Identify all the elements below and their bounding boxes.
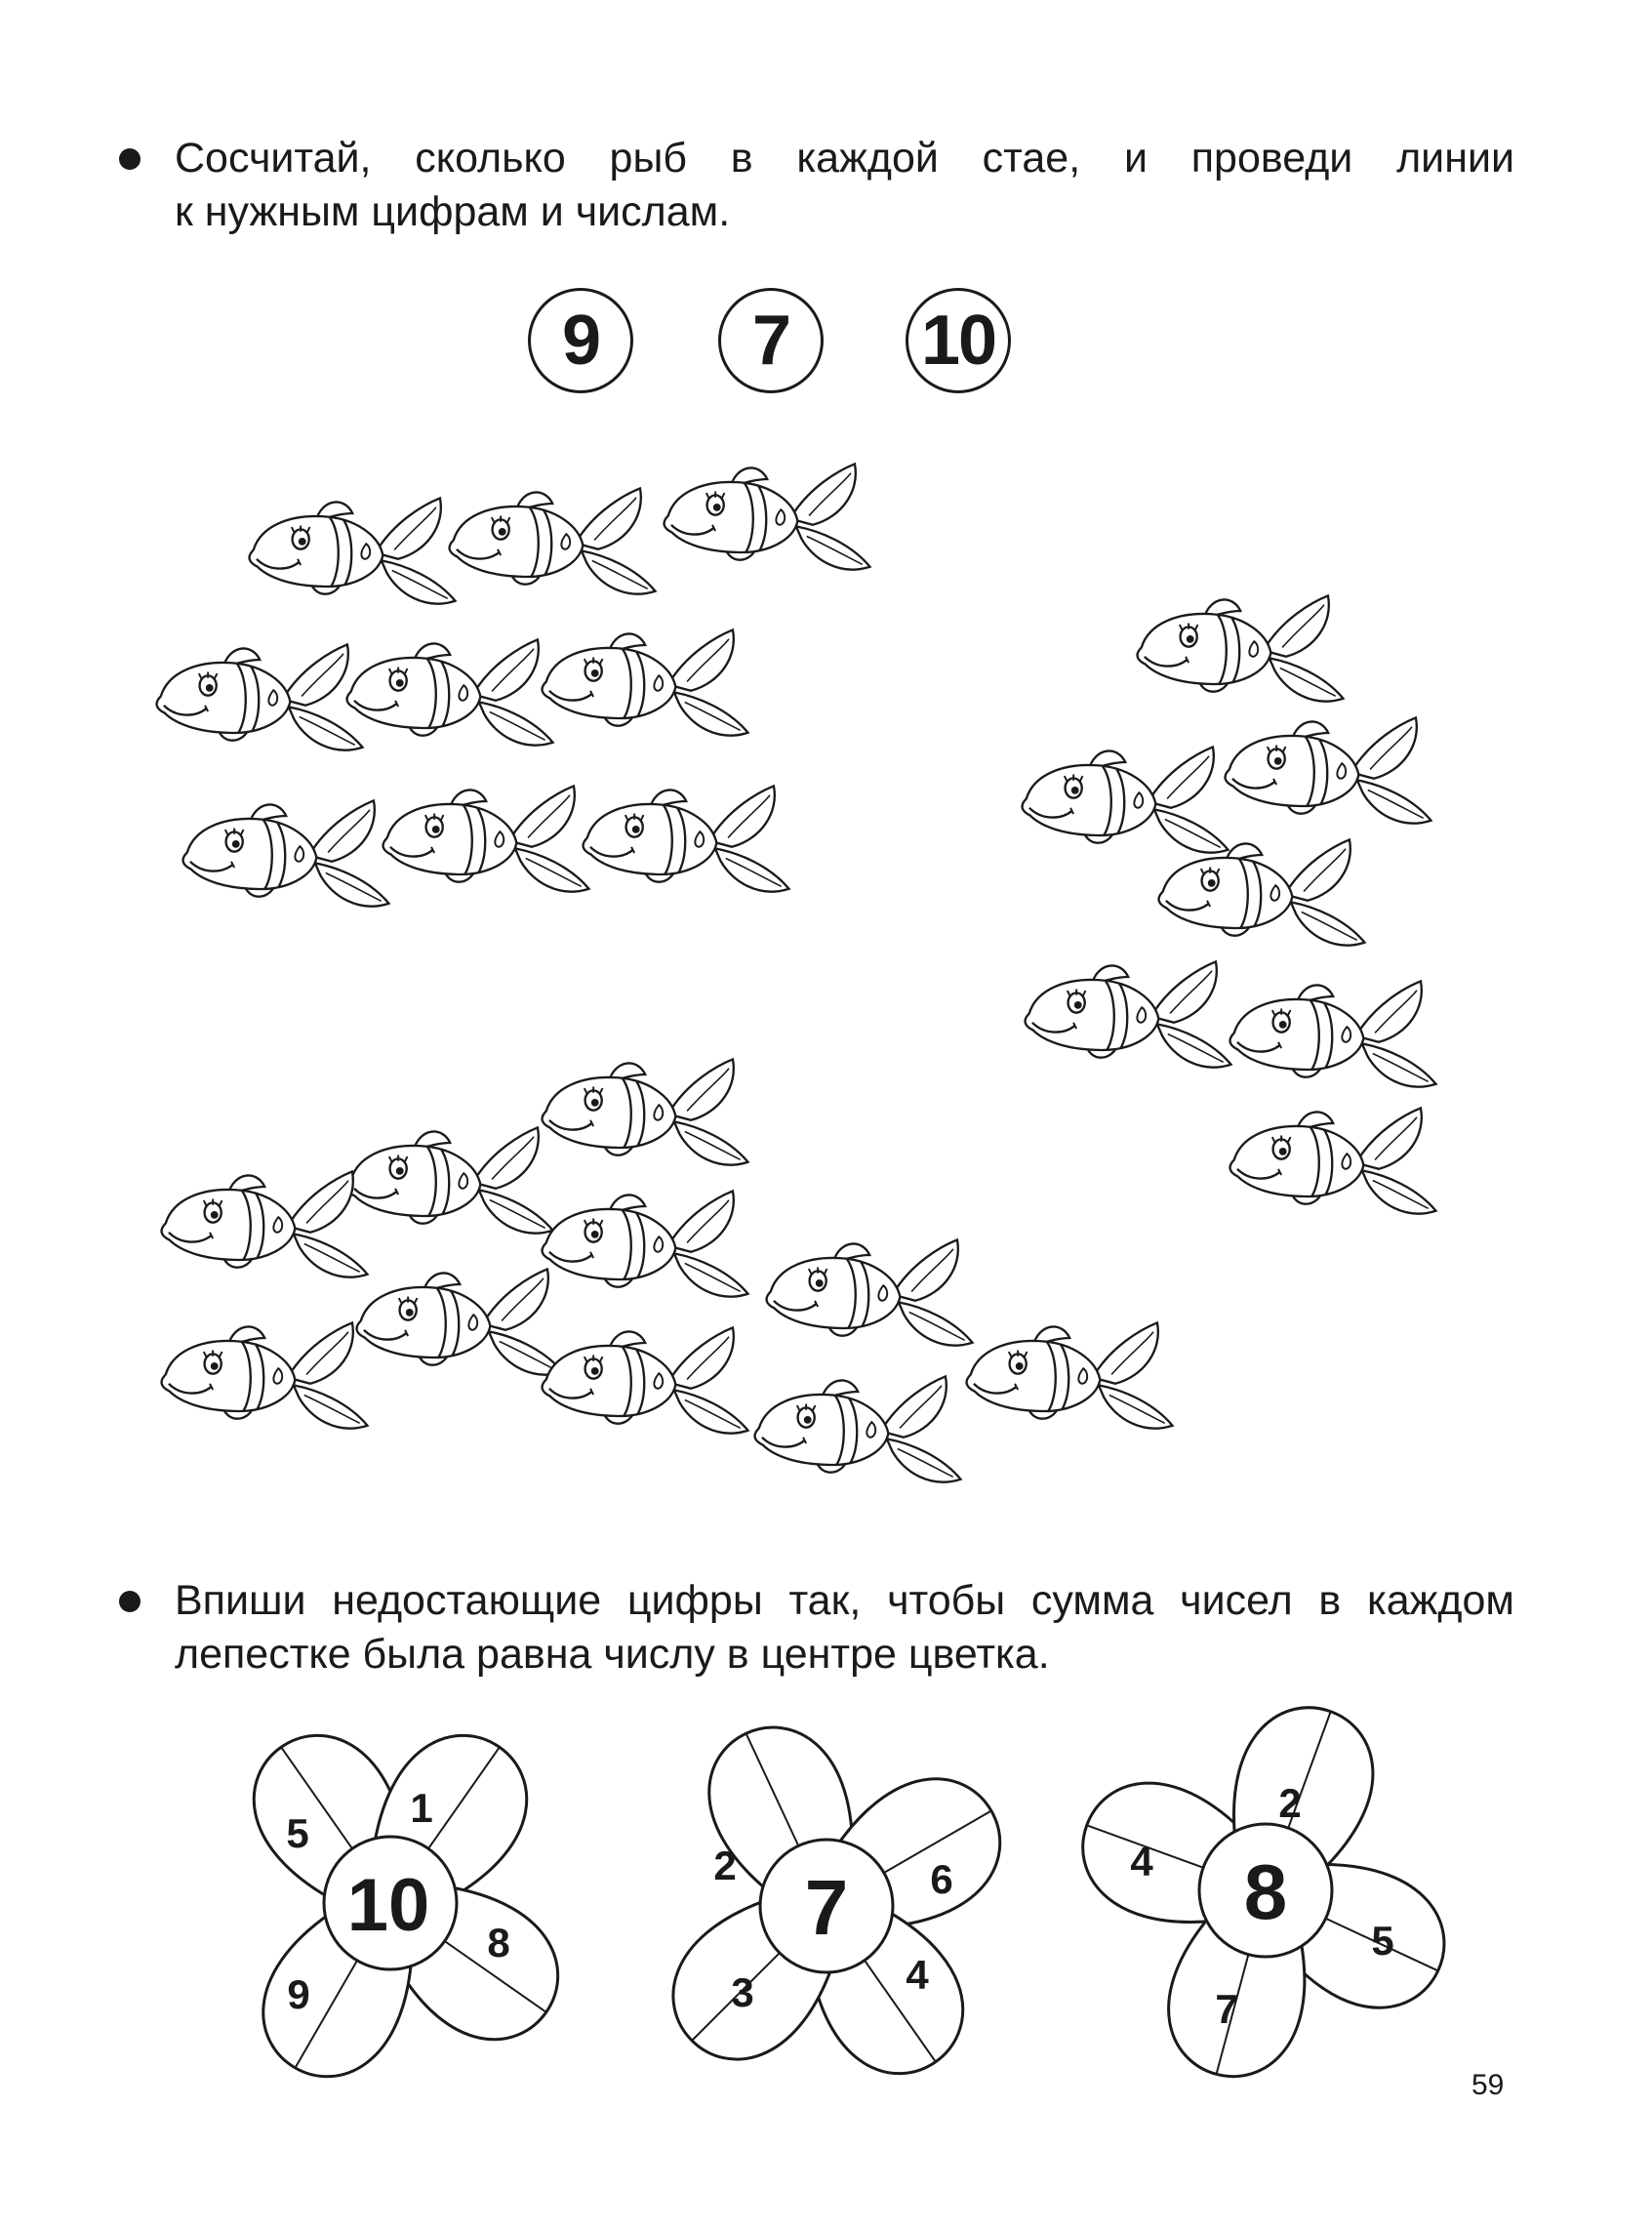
fish <box>1026 961 1231 1067</box>
fish <box>162 1171 368 1277</box>
fish <box>183 800 389 906</box>
fish <box>162 1322 368 1428</box>
fish <box>450 488 656 593</box>
flower-center-number: 7 <box>804 1864 849 1951</box>
fish <box>347 639 553 745</box>
fish <box>250 498 456 603</box>
fish <box>543 1327 748 1433</box>
petal-number: 8 <box>487 1920 510 1966</box>
fish <box>755 1376 961 1481</box>
fish-school-top-left <box>157 464 870 906</box>
fish <box>967 1322 1173 1428</box>
fish <box>767 1239 973 1345</box>
task-2-line-2: лепестке была равна числу в центре цветка. <box>175 1631 1050 1678</box>
fish <box>665 464 870 569</box>
petal-number: 9 <box>287 1971 310 2017</box>
fish <box>347 1127 553 1233</box>
petal-number: 5 <box>1371 1918 1394 1964</box>
petal-number: 5 <box>286 1810 309 1856</box>
flower <box>645 1706 1025 2100</box>
flower-center-number: 10 <box>346 1864 430 1947</box>
fish <box>357 1269 563 1374</box>
petal-number: 1 <box>410 1785 433 1831</box>
task-2-line-1: Впиши недостающие цифры так, чтобы сумма чисел в каждом <box>175 1577 1514 1624</box>
petal-number: 7 <box>1215 1986 1238 2032</box>
bullet-icon <box>119 1591 141 1612</box>
fish <box>1226 717 1431 823</box>
page-number: 59 <box>1471 2069 1505 2101</box>
fish <box>1138 595 1344 701</box>
answer-number-circle[interactable]: 9 <box>528 288 633 393</box>
petal-number: 2 <box>713 1843 737 1888</box>
fish-school-right <box>1023 595 1436 1213</box>
fish <box>543 1059 748 1164</box>
petal-number: 3 <box>731 1969 754 2015</box>
fish <box>157 644 363 750</box>
petal-number: 4 <box>906 1952 929 1998</box>
petal-number: 4 <box>1130 1839 1153 1885</box>
petal-number: 2 <box>1278 1780 1302 1826</box>
fish <box>383 786 589 891</box>
petal-number: 6 <box>930 1856 953 1902</box>
answer-number-circle[interactable]: 10 <box>906 288 1011 393</box>
flower <box>227 1709 584 2100</box>
answer-number-circle[interactable]: 7 <box>718 288 824 393</box>
flower <box>1065 1698 1467 2091</box>
fish <box>1230 981 1436 1086</box>
fish-school-bottom <box>162 1059 1173 1481</box>
task-2-instruction <box>119 1574 1514 1682</box>
task-1-line-2: к нужным цифрам и числам. <box>175 188 731 235</box>
task-1-line-1: Сосчитай, сколько рыб в каждой стае, и проведи линии <box>175 135 1514 182</box>
flowers-illustration <box>0 1698 1652 2108</box>
fish <box>543 629 748 735</box>
fish <box>543 1191 748 1296</box>
flower-center-number: 8 <box>1243 1848 1288 1935</box>
fish <box>1023 747 1229 852</box>
fish <box>584 786 789 891</box>
fish <box>1159 839 1365 945</box>
fish <box>1230 1108 1436 1213</box>
